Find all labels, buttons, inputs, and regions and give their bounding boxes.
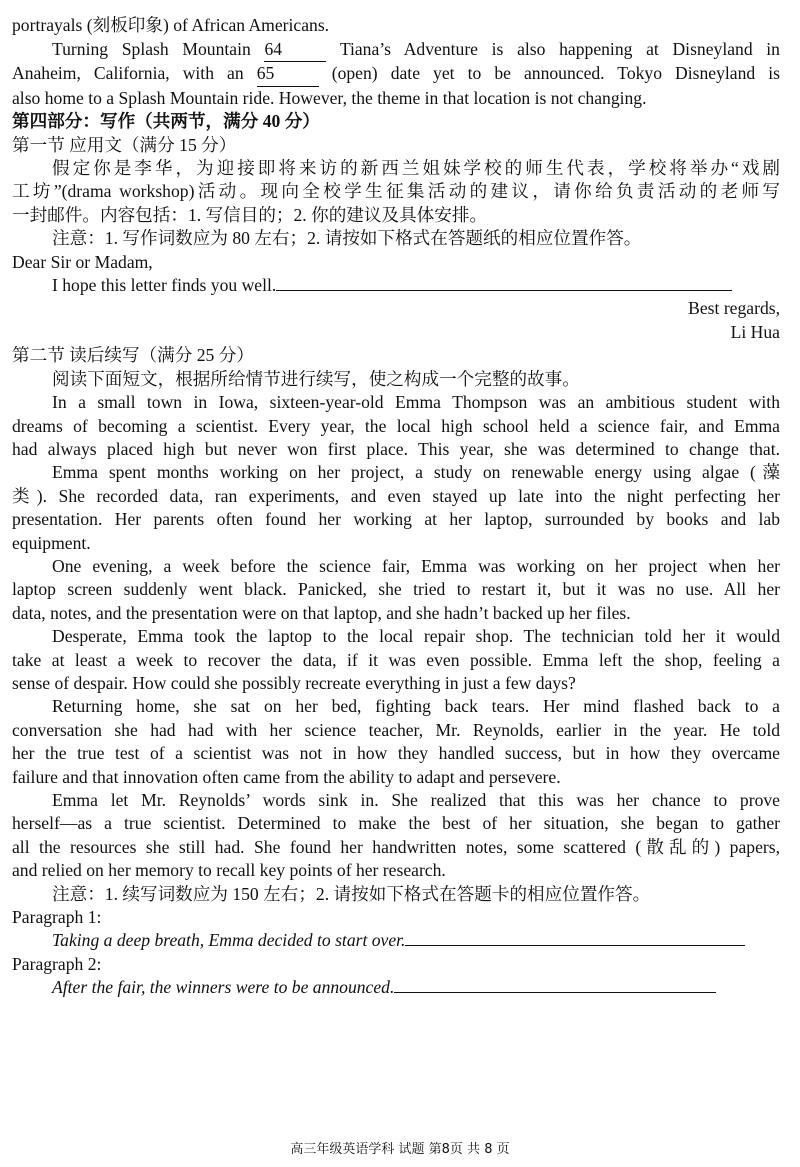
story-line: data, notes, and the presentation were on that laptop, and she hadn’t backed up her files. (12, 602, 631, 623)
part-four-title: 第四部分：写作（共两节，满分 40 分） (12, 111, 320, 132)
story-line: One evening, a week before the science fair, Emma was working on her project when her (52, 555, 780, 576)
story-line: sense of despair. How could she possibly recreate everything in just a few days? (12, 672, 576, 693)
answer-blank-65: 65 (257, 62, 319, 86)
story-line: Returning home, she sat on her bed, fighting back tears. Her mind flashed back to a (52, 696, 780, 717)
writing-answer-line[interactable] (276, 290, 732, 291)
exam-page (12, 38, 780, 1000)
passage-line: portrayals (刻板印象) of African Americans. (12, 15, 330, 35)
story-line: 类). She recorded data, ran experiments, and even stayed up late into the night perfecting her (12, 485, 780, 506)
section-two-instruction: 阅读下面短文，根据所给情节进行续写，使之构成一个完整的故事。 (52, 368, 580, 389)
continued-passage (12, 14, 780, 37)
prompt-line: 工坊”(drama workshop)活动。现向全校学生征集活动的建议，请你给负责活动的老师写 (12, 181, 780, 202)
prompt-line: 假定你是李华，为迎接即将来访的新西兰姐妹学校的师生代表，学校将举办“戏剧 (52, 158, 780, 179)
story-line: conversation she had had with her science teacher, Mr. Reynolds, earlier in the year. He told (12, 719, 780, 740)
section-two-note: 注意：1. 续写词数应为 150 左右；2. 请按如下格式在答题卡的相应位置作答。 (52, 883, 651, 904)
letter-salutation: Dear Sir or Madam, (12, 251, 153, 272)
passage-line-blank-64: Turning Splash Mountain 64 Tiana’s Adventure is also happening at Disneyland in (12, 38, 780, 62)
answer-blank-64: 64 (264, 38, 326, 62)
section-one-note: 注意：1. 写作词数应为 80 左右；2. 请按如下格式在答题纸的相应位置作答。 (52, 228, 642, 249)
passage-line-blank-65: Anaheim, California, with an 65 (open) date yet to be announced. Tokyo Disneyland is (12, 62, 780, 86)
story-line: laptop screen suddenly went black. Panicked, she tried to restart it, but it was no use. All her (12, 579, 780, 600)
continuation-answer-line-1[interactable] (405, 945, 745, 946)
continuation-answer-line-2[interactable] (394, 992, 716, 993)
letter-closing: Best regards, (688, 298, 780, 319)
story-line: presentation. Her parents often found her working at her laptop, surrounded by books and lab (12, 509, 780, 530)
page-footer: 高三年级英语学科 试题 第8页 共 8 页 (290, 1142, 510, 1157)
story-line: all the resources she still had. She found her handwritten notes, some scattered (散乱的) papers, (12, 836, 780, 857)
paragraph-1-label: Paragraph 1: (12, 907, 102, 928)
story-line: Desperate, Emma took the laptop to the local repair shop. The technician told her it would (52, 626, 780, 647)
paragraph-2-start: After the fair, the winners were to be announced. (12, 976, 780, 999)
story-line: herself—as a true scientist. Determined to make the best of her situation, she began to gather (12, 813, 780, 834)
story-line: Emma spent months working on her project, a study on renewable energy using algae (藻 (52, 462, 780, 483)
paragraph-2-label: Paragraph 2: (12, 953, 102, 974)
passage-line: also home to a Splash Mountain ride. However, the theme in that location is not changing. (12, 87, 647, 108)
story-line: had always placed high but never won first place. This year, she was determined to change that. (12, 438, 780, 459)
letter-signature: Li Hua (730, 321, 780, 342)
paragraph-1-start: Taking a deep breath, Emma decided to start over. (12, 929, 780, 952)
story-line: take at least a week to recover the data, if it was even possible. Emma left the shop, feeling a (12, 649, 780, 670)
section-one-title: 第一节 应用文（满分 15 分） (12, 134, 237, 155)
prompt-line: 一封邮件。内容包括：1. 写信目的；2. 你的建议及具体安排。 (12, 204, 488, 225)
story-line: and relied on her memory to recall key points of her research. (12, 860, 446, 881)
section-two-title: 第二节 读后续写（满分 25 分） (12, 345, 254, 366)
story-line: equipment. (12, 532, 91, 553)
story-line: failure and that innovation often came from the ability to adapt and persevere. (12, 766, 561, 787)
story-line: Emma let Mr. Reynolds’ words sink in. She realized that this was her chance to prove (52, 790, 780, 810)
story-line: In a small town in Iowa, sixteen-year-old Emma Thompson was an ambitious student with (52, 392, 780, 413)
letter-opening: I hope this letter finds you well. (12, 274, 780, 297)
story-line: dreams of becoming a scientist. Every year, the local high school held a science fair, and Emma (12, 415, 780, 436)
story-line: her the true test of a scientist was not in how they handled success, but in how they overcame (12, 743, 780, 764)
